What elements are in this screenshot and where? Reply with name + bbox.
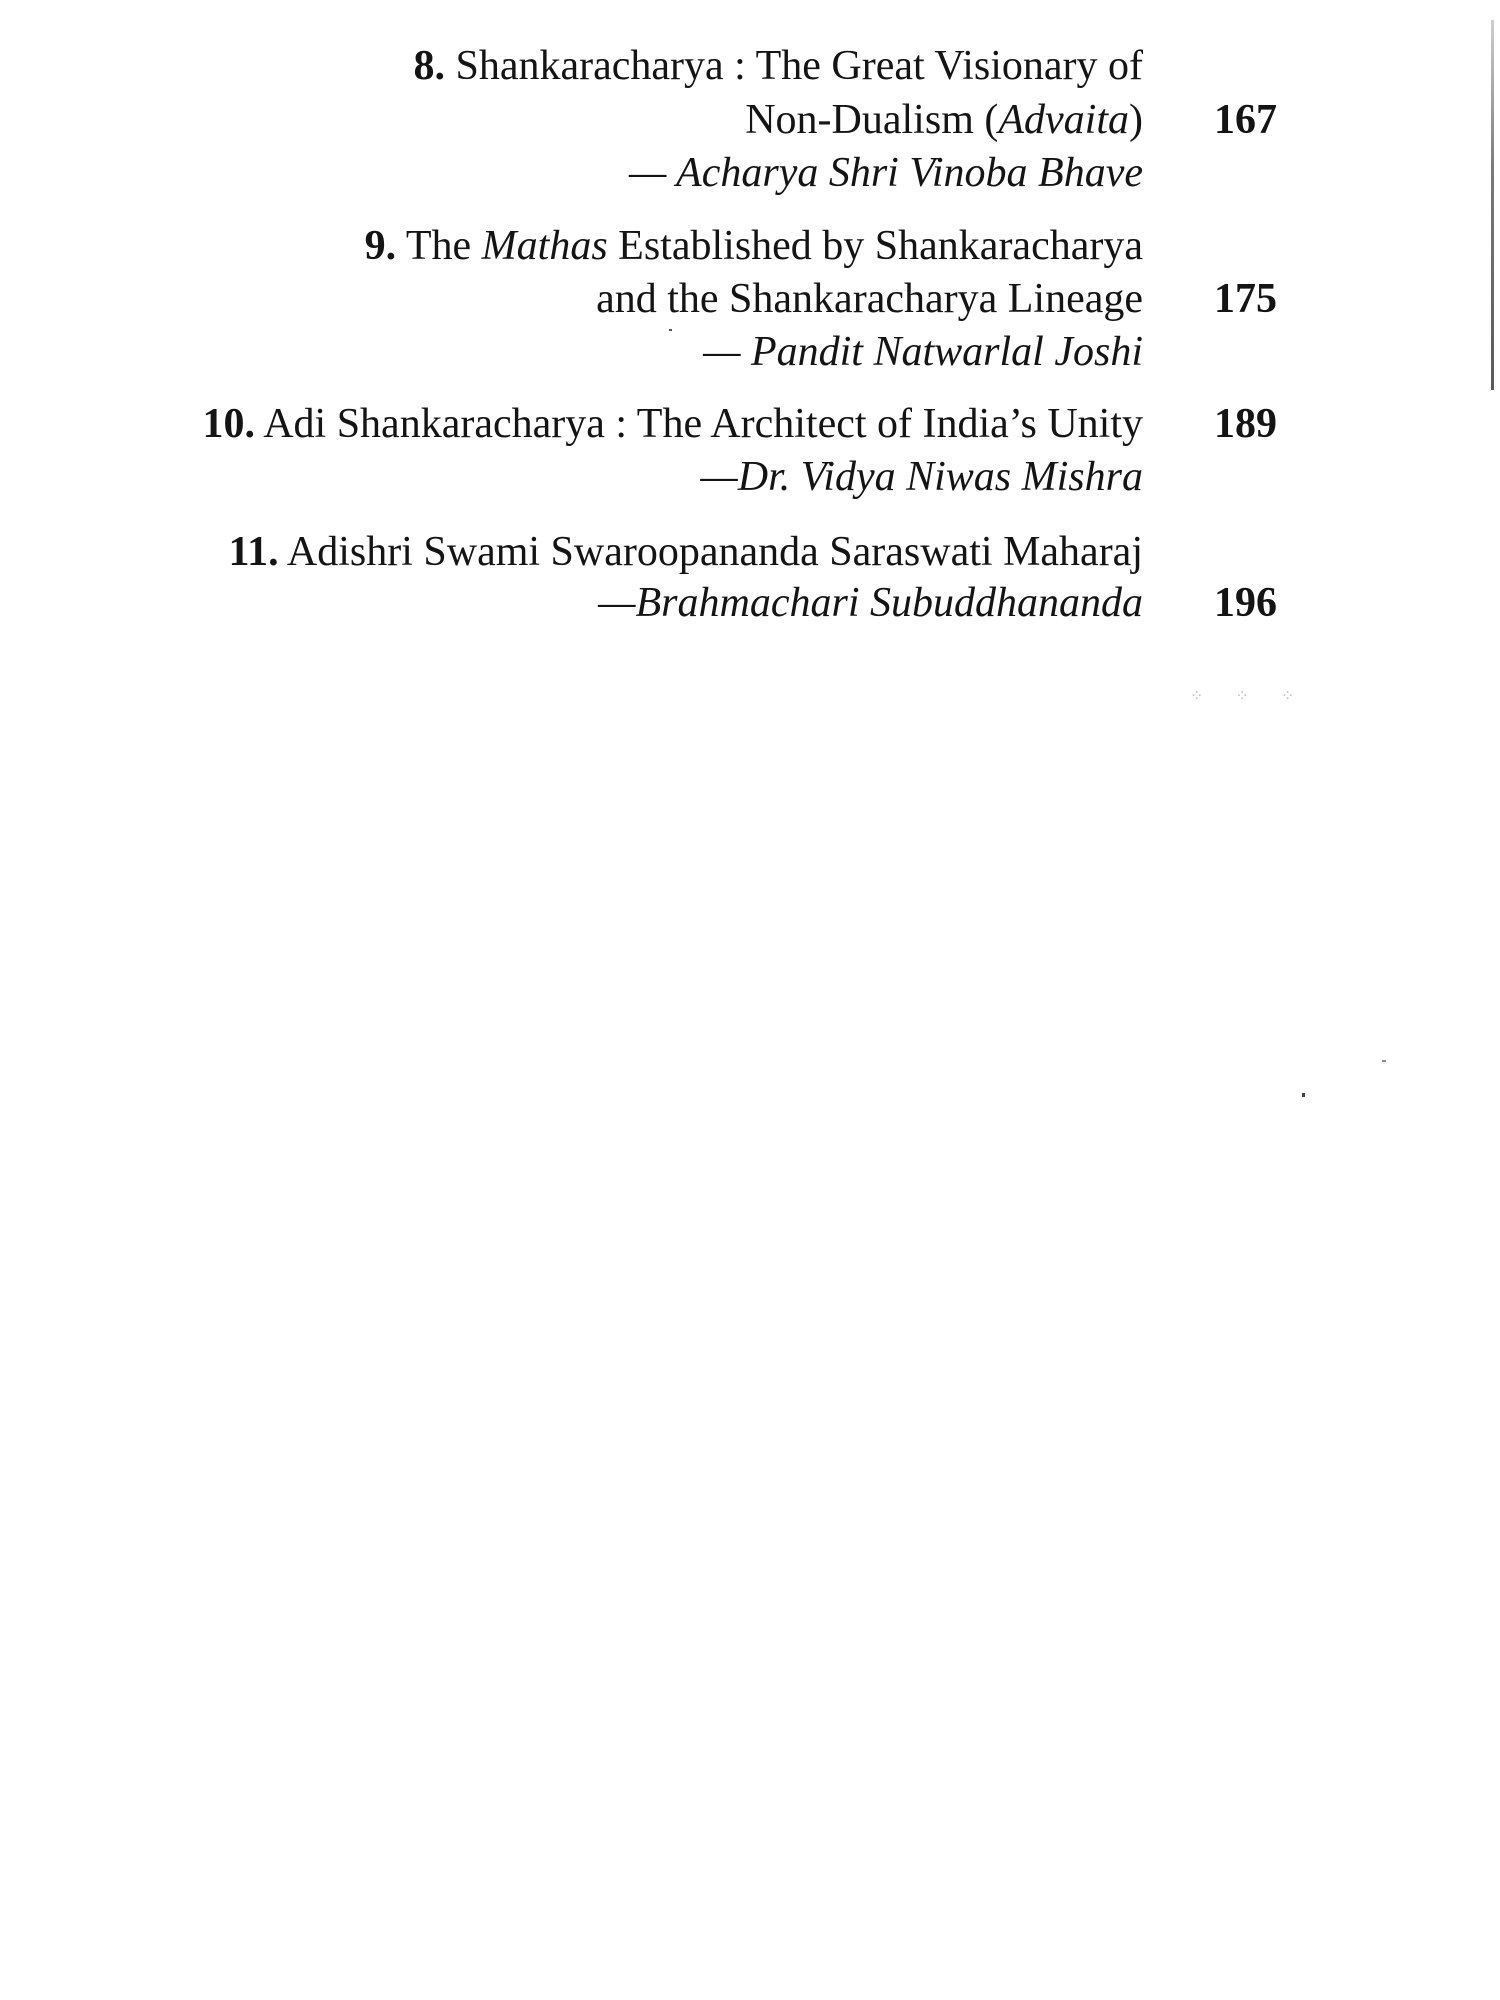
toc-entry-11-author: —Brahmachari Subuddhananda [598, 580, 1143, 626]
toc-entry-8-author: — Acharya Shri Vinoba Bhave [628, 150, 1143, 196]
toc-entry-9-title-line-2: and the Shankaracharya Lineage [596, 276, 1143, 322]
toc-entry-8-title-line-1 [413, 41, 1143, 91]
scan-speck [669, 329, 672, 331]
toc-entry-11-title-text: Adishri Swami Swaroopananda Saraswati Maharaj [286, 529, 1143, 575]
toc-entry-9-author: — Pandit Natwarlal Joshi [703, 329, 1143, 375]
toc-entry-10-title-text: Adi Shankaracharya : The Architect of India’s Unity [263, 401, 1143, 447]
toc-entry-11-page[interactable]: 196 [1214, 580, 1277, 626]
toc-entry-8-page[interactable]: 167 [1214, 97, 1277, 143]
toc-entry-8-number: 8. [413, 43, 445, 89]
scan-speck [1302, 1093, 1305, 1097]
toc-entry-9-title-part: Established by Shankaracharya [607, 223, 1143, 269]
toc-entry-8-title-part: Non-Dualism ( [745, 97, 999, 143]
toc-entry-10-author: —Dr. Vidya Niwas Mishra [700, 454, 1143, 500]
toc-entry-9-title-part: The [405, 223, 482, 269]
toc-entry-8-title-italic: Advaita [998, 97, 1129, 143]
separator-ornament: ⁘ ⁘ ⁘ [1190, 688, 1309, 705]
toc-entry-10-title-line-1 [203, 399, 1143, 449]
toc-entry-9-page[interactable]: 175 [1214, 276, 1277, 322]
toc-entry-11-title-line-1 [229, 527, 1144, 577]
scan-speck [1382, 1060, 1386, 1062]
toc-entry-9-number: 9. [364, 223, 397, 269]
toc-entry-10-number: 10. [202, 401, 256, 447]
toc-entry-11-number: 11. [228, 529, 279, 575]
toc-entry-8-title-text: Shankaracharya : The Great Visionary of [455, 43, 1143, 89]
toc-entry-8-title-line-2 [745, 95, 1143, 145]
toc-entry-10-page[interactable]: 189 [1214, 401, 1277, 447]
toc-entry-8-title-part: ) [1129, 97, 1143, 143]
toc-entry-9-title-line-1 [365, 221, 1143, 271]
toc-entry-9-title-italic: Mathas [481, 223, 608, 269]
